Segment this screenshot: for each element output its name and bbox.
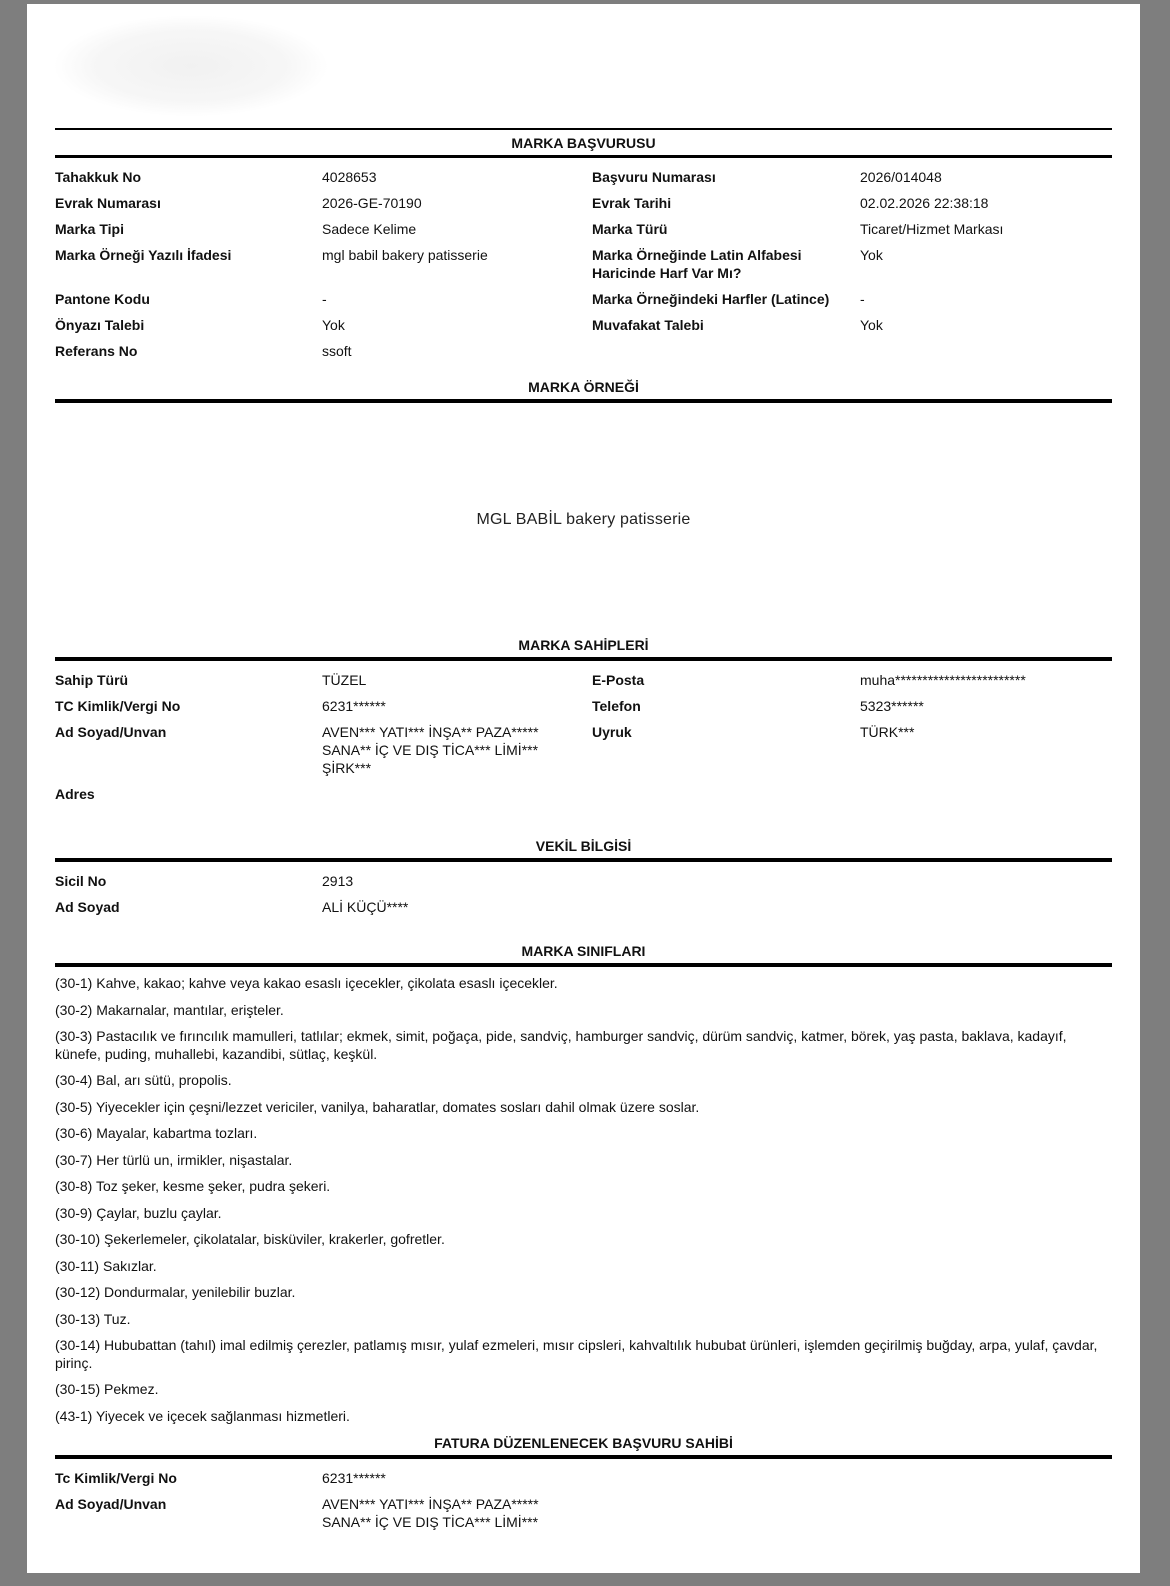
field-value xyxy=(322,785,592,803)
field-value: 6231****** xyxy=(322,698,386,714)
field-value: 2026/014048 xyxy=(860,169,942,185)
class-item: (30-13) Tuz. xyxy=(55,1310,131,1327)
class-item: (43-1) Yiyecek ve içecek sağlanması hizmetleri. xyxy=(55,1407,350,1424)
field-value: 4028653 xyxy=(322,169,377,185)
field-value: Sadece Kelime xyxy=(322,221,417,237)
field-value: Yok xyxy=(322,317,345,333)
field-value: 6231****** xyxy=(322,1470,386,1486)
field-label: Referans No xyxy=(55,343,138,359)
field-value: 2026-GE-70190 xyxy=(322,195,422,211)
table-row xyxy=(55,868,1112,894)
field-value: ssoft xyxy=(322,343,352,359)
field-value: 2913 xyxy=(322,873,354,889)
section-title-marka-sahipleri: MARKA SAHİPLERİ xyxy=(55,636,1112,661)
field-value: muha************************ xyxy=(860,672,1026,688)
section-title-fatura-sahibi: FATURA DÜZENLENECEK BAŞVURU SAHİBİ xyxy=(55,1434,1112,1459)
marka-basvurusu-table xyxy=(55,164,1112,364)
class-item: (30-8) Toz şeker, kesme şeker, pudra şekeri. xyxy=(55,1178,331,1194)
field-label: Başvuru Numarası xyxy=(592,169,716,185)
field-label: Pantone Kodu xyxy=(55,291,150,307)
header-blank-area xyxy=(55,4,1112,128)
trademark-sample-area xyxy=(55,403,1112,636)
field-value: Yok xyxy=(860,247,883,263)
field-value: - xyxy=(322,291,327,307)
table-row xyxy=(55,312,1112,338)
field-label: TC Kimlik/Vergi No xyxy=(55,698,181,714)
field-value: ALİ KÜÇÜ**** xyxy=(322,899,409,915)
field-label: Marka Örneğindeki Harfler (Latince) xyxy=(592,291,830,307)
table-row xyxy=(55,286,1112,312)
class-item: (30-2) Makarnalar, mantılar, erişteler. xyxy=(55,1001,284,1018)
field-value: AVEN*** YATI*** İNŞA** PAZA***** SANA** İÇ VE DIŞ TİCA*** LİMİ*** xyxy=(322,1496,539,1530)
field-label: Uyruk xyxy=(592,724,632,740)
field-value: TÜRK*** xyxy=(860,724,915,740)
table-row xyxy=(55,338,1112,364)
field-label xyxy=(592,342,860,360)
class-item: (30-15) Pekmez. xyxy=(55,1381,159,1397)
field-value xyxy=(860,342,1112,360)
field-label: Adres xyxy=(55,786,95,802)
field-label: Sahip Türü xyxy=(55,672,129,688)
table-row xyxy=(55,719,1112,781)
class-item: (30-6) Mayalar, kabartma tozları. xyxy=(55,1125,258,1141)
table-row xyxy=(55,190,1112,216)
field-value: AVEN*** YATI*** İNŞA** PAZA***** SANA** İÇ VE DIŞ TİCA*** LİMİ*** ŞİRK*** xyxy=(322,724,539,776)
field-label: Marka Türü xyxy=(592,221,668,237)
trademark-sample-text: MGL BABİL bakery patisserie xyxy=(476,510,691,528)
field-label: Evrak Tarihi xyxy=(592,195,672,211)
field-label: Tahakkuk No xyxy=(55,169,142,185)
field-label: Telefon xyxy=(592,698,641,714)
table-row xyxy=(55,216,1112,242)
field-label: Marka Örneği Yazılı İfadesi xyxy=(55,247,232,263)
class-item: (30-4) Bal, arı sütü, propolis. xyxy=(55,1072,232,1088)
vekil-bilgisi-table xyxy=(55,868,1112,920)
field-label: Evrak Numarası xyxy=(55,195,161,211)
table-row xyxy=(55,667,1112,693)
fatura-sahibi-table xyxy=(55,1465,1112,1535)
marka-siniflari-list xyxy=(55,975,1112,1425)
field-value: Yok xyxy=(860,317,883,333)
field-label: Muvafakat Talebi xyxy=(592,317,704,333)
field-value: mgl babil bakery patisserie xyxy=(322,247,488,263)
class-item: (30-7) Her türlü un, irmikler, nişastalar. xyxy=(55,1151,293,1168)
field-label: Ad Soyad/Unvan xyxy=(55,1496,167,1512)
class-item: (30-3) Pastacılık ve fırıncılık mamulleri, tatlılar; ekmek, simit, poğaça, pide, sandviç, hamburger sandviç, dürüm sandviç, katmer, börek, yaş pasta, baklava, kadayıf, künefe, puding, muhallebi, kazandibi, sütlaç, keşkül. xyxy=(55,1028,1067,1062)
field-value: TÜZEL xyxy=(322,672,367,688)
class-item: (30-11) Sakızlar. xyxy=(55,1257,157,1274)
table-row xyxy=(55,1491,1112,1535)
field-label: Ad Soyad xyxy=(55,899,120,915)
field-label: Ad Soyad/Unvan xyxy=(55,724,167,740)
field-value xyxy=(860,785,1112,803)
field-label: Önyazı Talebi xyxy=(55,317,145,333)
field-label: Sicil No xyxy=(55,873,107,889)
section-title-marka-basvurusu: MARKA BAŞVURUSU xyxy=(55,128,1112,158)
table-row xyxy=(55,693,1112,719)
document-content xyxy=(27,4,1140,1573)
field-value: Ticaret/Hizmet Markası xyxy=(860,221,1004,237)
field-value: 02.02.2026 22:38:18 xyxy=(860,195,989,211)
class-item: (30-9) Çaylar, buzlu çaylar. xyxy=(55,1204,222,1221)
class-item: (30-5) Yiyecekler için çeşni/lezzet vericiler, vanilya, baharatlar, domates sosları dahil olmak üzere soslar. xyxy=(55,1098,700,1115)
table-row xyxy=(55,242,1112,286)
field-label: Marka Tipi xyxy=(55,221,124,237)
class-item: (30-12) Dondurmalar, yenilebilir buzlar. xyxy=(55,1284,296,1300)
marka-sahipleri-table xyxy=(55,667,1112,807)
field-label: E-Posta xyxy=(592,672,645,688)
table-row xyxy=(55,894,1112,920)
class-item: (30-1) Kahve, kakao; kahve veya kakao esaslı içecekler, çikolata esaslı içecekler. xyxy=(55,975,558,991)
table-row xyxy=(55,781,1112,807)
section-title-marka-siniflari: MARKA SINIFLARI xyxy=(55,942,1112,967)
field-value: - xyxy=(860,291,865,307)
class-item: (30-10) Şekerlemeler, çikolatalar, bisküviler, krakerler, gofretler. xyxy=(55,1231,445,1247)
section-title-marka-ornegi: MARKA ÖRNEĞİ xyxy=(55,378,1112,403)
field-label: Tc Kimlik/Vergi No xyxy=(55,1470,177,1486)
document-page xyxy=(27,4,1140,1573)
table-row xyxy=(55,164,1112,190)
class-item: (30-14) Hububattan (tahıl) imal edilmiş çerezler, patlamış mısır, yulaf ezmeleri, mısır cipsleri, kahvaltılık hububat ürünleri, işlemden geçirilmiş buğday, arpa, yulaf, çavdar, pirinç. xyxy=(55,1337,1098,1371)
field-label: Marka Örneğinde Latin Alfabesi Haricinde Harf Var Mı? xyxy=(592,247,802,281)
table-row xyxy=(55,1465,1112,1491)
section-title-vekil-bilgisi: VEKİL BİLGİSİ xyxy=(55,837,1112,862)
field-value: 5323****** xyxy=(860,698,924,714)
field-label xyxy=(592,785,860,803)
